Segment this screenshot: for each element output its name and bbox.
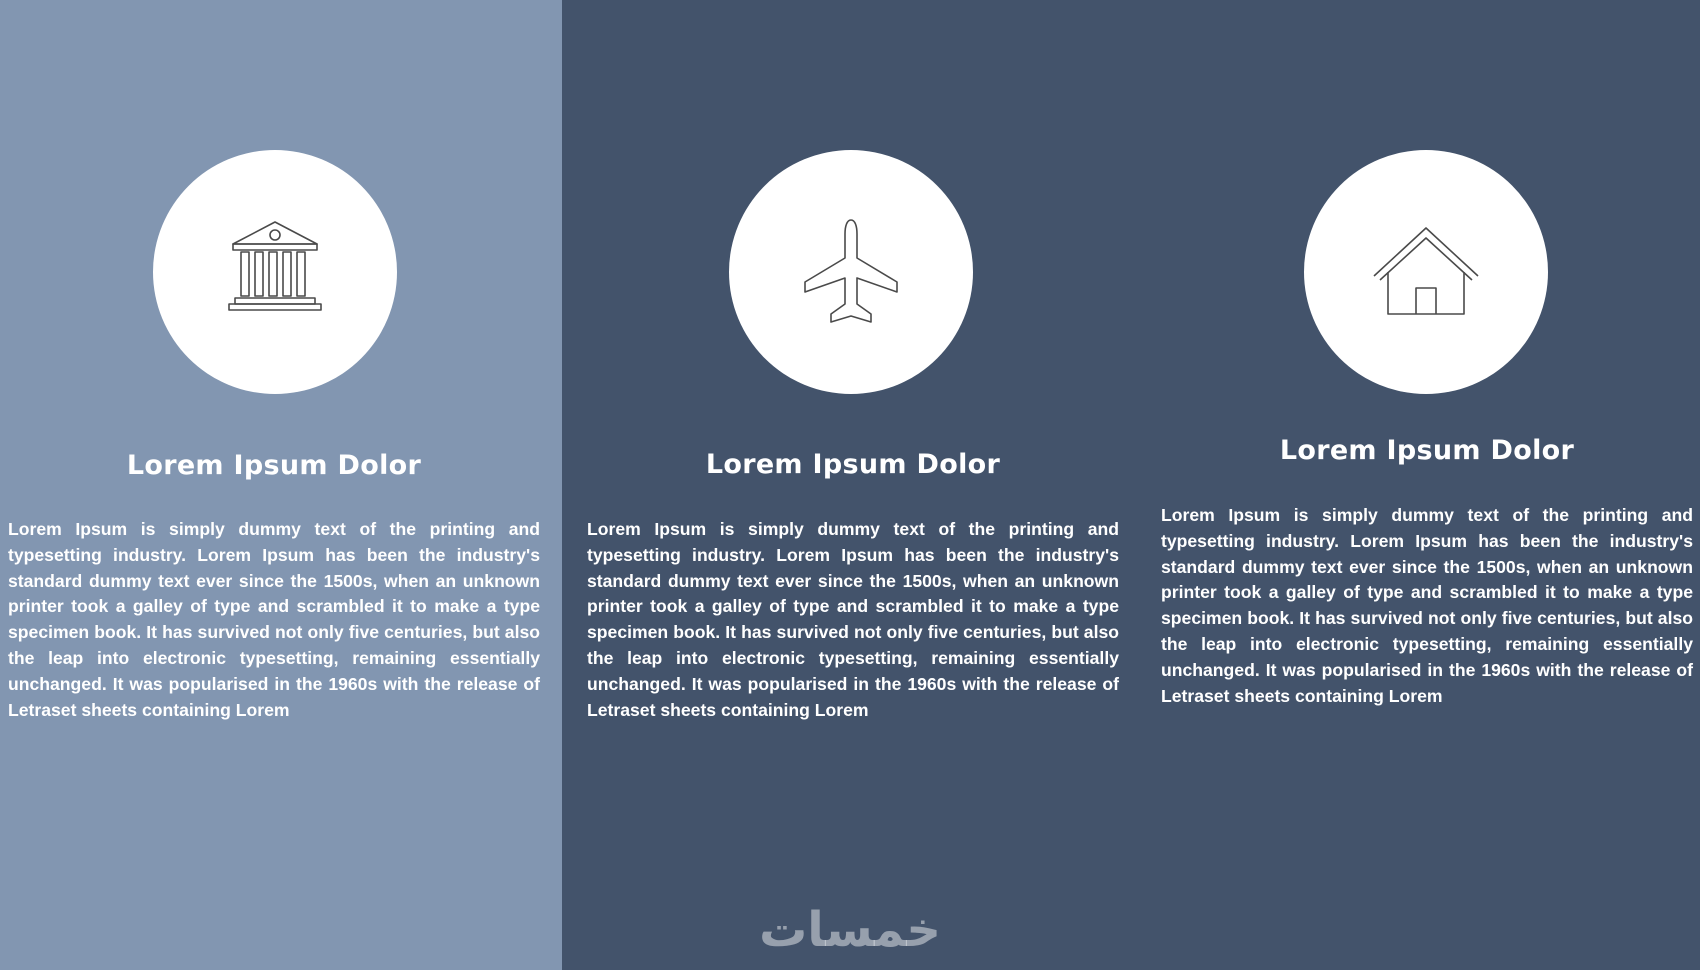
column-description: Lorem Ipsum is simply dummy text of the printing and typesetting industry. Lorem Ipsum has been the industry's standard dummy text ever since the 1500s, when an unknown printer took a galley of type and scrambled it to make a type specimen book. It has survived not only five centuries, but also the leap into electronic typesetting, remaining essentially unchanged. It was popularised in the 1960s with the release of Letraset sheets containing Lorem (587, 519, 1119, 720)
icon-circle (153, 150, 397, 394)
feature-column-3 (1161, 0, 1693, 970)
feature-column-1 (8, 0, 540, 970)
bank-icon (215, 212, 335, 332)
column-title: Lorem Ipsum Dolor (126, 450, 422, 481)
column-description: Lorem Ipsum is simply dummy text of the printing and typesetting industry. Lorem Ipsum has been the industry's standard dummy text ever since the 1500s, when an unknown printer took a galley of type and scrambled it to make a type specimen book. It has survived not only five centuries, but also the leap into electronic typesetting, remaining essentially unchanged. It was popularised in the 1960s with the release of Letraset sheets containing Lorem (8, 519, 540, 720)
house-icon (1366, 212, 1486, 332)
icon-circle (1304, 150, 1548, 394)
column-title: Lorem Ipsum Dolor (1279, 435, 1575, 466)
column-title: Lorem Ipsum Dolor (705, 449, 1001, 480)
icon-circle (729, 150, 973, 394)
column-description: Lorem Ipsum is simply dummy text of the printing and typesetting industry. Lorem Ipsum has been the industry's standard dummy text ever since the 1500s, when an unknown printer took a galley of type and scrambled it to make a type specimen book. It has survived not only five centuries, but also the leap into electronic typesetting, remaining essentially unchanged. It was popularised in the 1960s with the release of Letraset sheets containing Lorem (1161, 505, 1693, 706)
watermark-logo: خمسات (759, 902, 941, 958)
airplane-icon (791, 212, 911, 332)
feature-column-2 (587, 0, 1119, 970)
